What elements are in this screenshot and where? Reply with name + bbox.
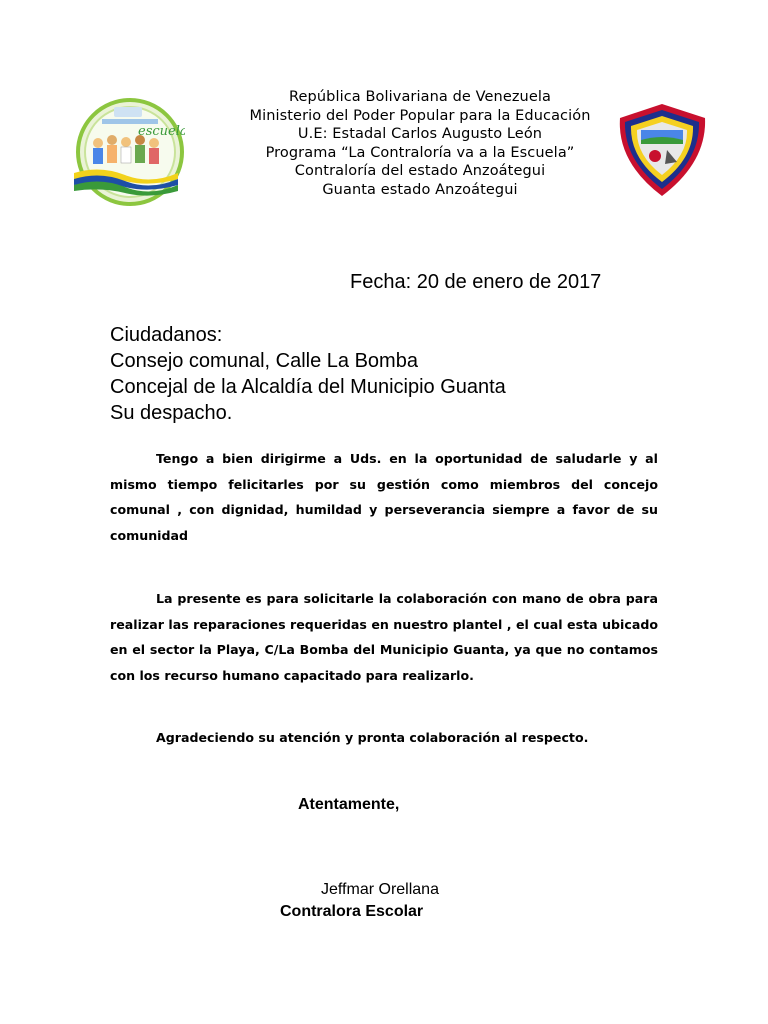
addressee-line-4: Su despacho. [110, 402, 233, 424]
header-line-3: U.E: Estadal Carlos Augusto León [297, 126, 543, 142]
body-paragraph-2: La presente es para solicitarle la colaboración con mano de obra para realizar las reparaciones requeridas en nuestro plantel , el cual esta ubicado en el sector la Playa, C/La Bomba del Municipio Guanta, ya que no contamos con los recurso humano capacitado para realizarlo. [110, 591, 658, 683]
closing: Atentamente, [298, 796, 400, 813]
addressee-line-1: Ciudadanos: [110, 324, 223, 346]
header-line-5: Contraloría del estado Anzoátegui [294, 163, 546, 179]
body-thanks: Agradeciendo su atención y pronta colaboración al respecto. [156, 730, 589, 745]
body-paragraph-1: Tengo a bien dirigirme a Uds. en la oportunidad de saludarle y al mismo tiempo felicitarles por su gestión como miembros del concejo comunal , con dignidad, humildad y perseverancia siempre a favor de su comunidad [110, 451, 658, 543]
addressee-block [110, 322, 506, 426]
letter-date: Fecha: 20 de enero de 2017 [350, 271, 602, 293]
addressee-line-2: Consejo comunal, Calle La Bomba [110, 350, 418, 372]
letterhead [230, 88, 610, 199]
school-program-logo-icon [70, 95, 185, 210]
header-line-4: Programa “La Contraloría va a la Escuela” [265, 144, 575, 161]
header-line-6: Guanta estado Anzoátegui [322, 181, 518, 198]
header-line-1: República Bolivariana de Venezuela [289, 89, 551, 105]
header-line-2: Ministerio del Poder Popular para la Educación [249, 107, 591, 124]
signature-role: Contralora Escolar [280, 903, 424, 920]
logo-wordmark: escuela [138, 124, 185, 139]
addressee-line-3: Concejal de la Alcaldía del Municipio Guanta [110, 376, 506, 398]
state-shield-logo-icon [615, 100, 710, 200]
signature-name: Jeffmar Orellana [321, 881, 439, 898]
